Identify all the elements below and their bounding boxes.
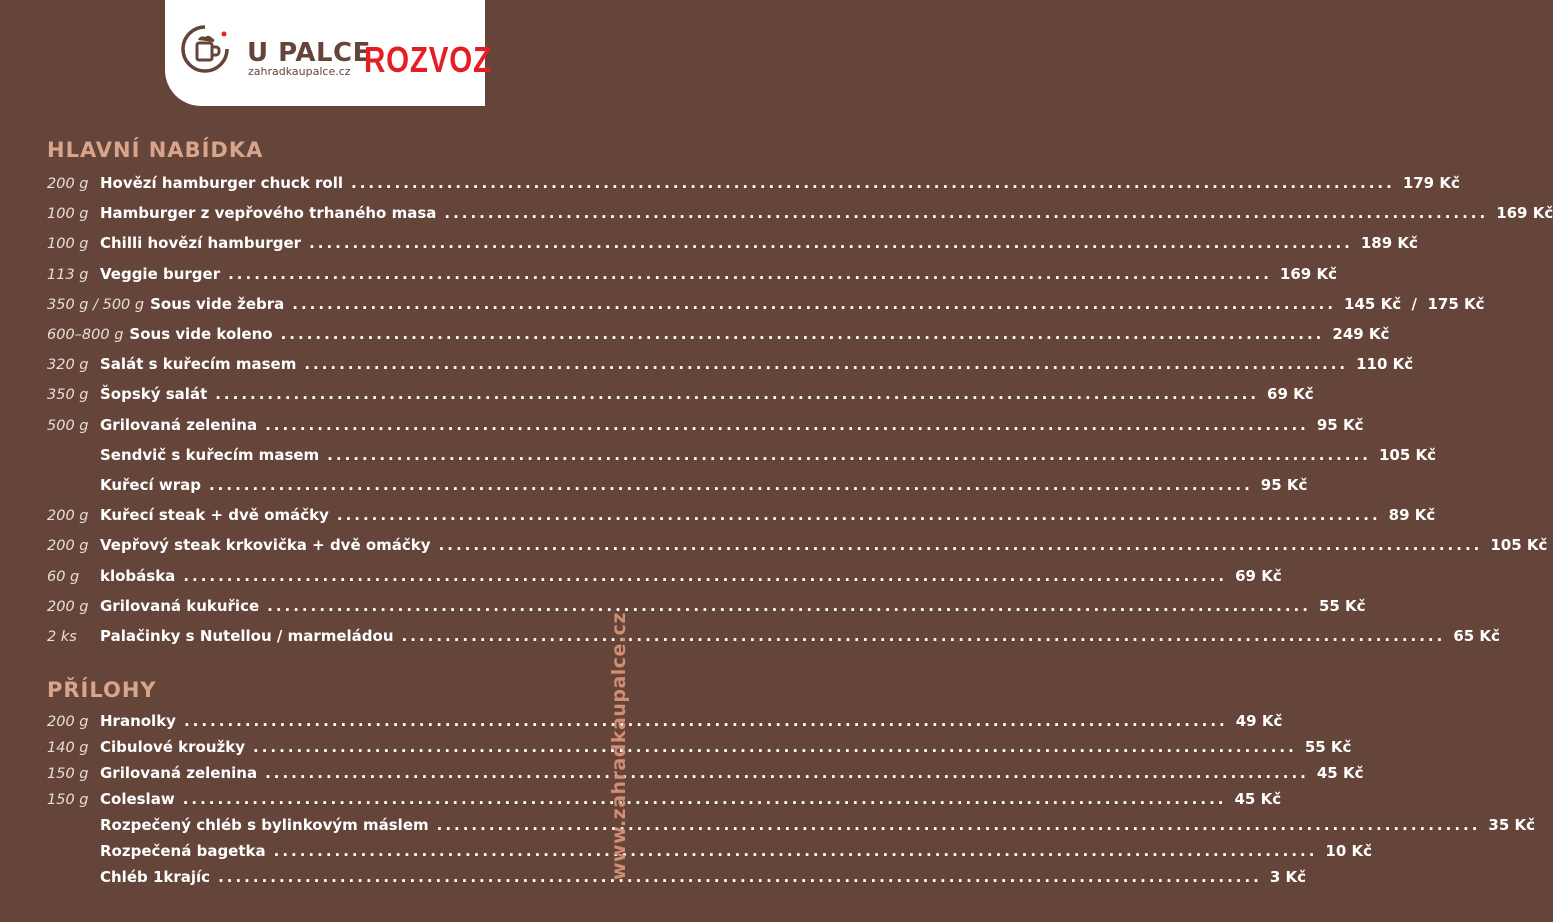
- item-price: 69 Kč: [1235, 566, 1282, 585]
- dot-leader: ........................................................................................................................: [183, 566, 1228, 585]
- item-price: 169 Kč: [1496, 204, 1553, 223]
- item-price: 89 Kč: [1388, 506, 1436, 525]
- item-name: Cibulové kroužky: [100, 738, 246, 756]
- item-name: Salát s kuřecím masem: [100, 355, 297, 374]
- item-price: 249 Kč: [1332, 325, 1390, 343]
- dot-leader: ........................................................................................................................: [228, 264, 1272, 283]
- main-menu-item: [47, 415, 1364, 435]
- dot-leader: ........................................................................................................................: [215, 385, 1260, 404]
- item-name: Veggie burger: [100, 264, 221, 283]
- item-name: Hovězí hamburger chuck roll: [100, 174, 344, 192]
- dot-leader: ........................................................................................................................: [273, 842, 1318, 860]
- main-menu-item: [47, 324, 1390, 344]
- dot-leader: ........................................................................................................................: [292, 294, 1337, 313]
- dot-leader: ........................................................................................................................: [351, 174, 1395, 192]
- main-menu-item: [47, 535, 1548, 555]
- item-name: Hranolky: [100, 712, 176, 730]
- main-menu-item: [47, 384, 1314, 404]
- item-price: 69 Kč: [1267, 385, 1314, 404]
- dot-leader: ........................................................................................................................: [444, 204, 1489, 223]
- item-name: Palačinky s Nutellou / marmeládou: [100, 627, 394, 645]
- dot-leader: ........................................................................................................................: [265, 415, 1309, 434]
- main-menu-item: [47, 294, 1485, 314]
- main-menu-item: [47, 203, 1553, 223]
- item-name: Sendvič s kuřecím masem: [100, 445, 320, 464]
- main-menu-item: [47, 596, 1366, 616]
- main-menu-item: [47, 264, 1337, 284]
- item-price: 55 Kč: [1304, 738, 1352, 756]
- item-name: Vepřový steak krkovička + dvě omáčky: [100, 536, 431, 555]
- dot-leader: ........................................................................................................................: [253, 738, 1297, 756]
- dot-leader: ........................................................................................................................: [401, 627, 1446, 645]
- dot-leader: ........................................................................................................................: [182, 790, 1227, 808]
- dot-leader: ........................................................................................................................: [265, 764, 1309, 782]
- item-weight: 200 g: [47, 508, 89, 525]
- sides-menu-item: [47, 789, 1282, 809]
- item-name: klobáska: [100, 566, 176, 585]
- side-website-url: www.zahradkaupalce.cz: [608, 612, 630, 880]
- item-price: 189 Kč: [1360, 234, 1418, 253]
- item-price: 65 Kč: [1453, 627, 1500, 645]
- item-price: 179 Kč: [1402, 174, 1460, 192]
- brand-url: zahradkaupalce.cz: [248, 65, 351, 78]
- item-weight: 150 g: [47, 766, 89, 782]
- item-weight: 2 ks: [47, 629, 77, 645]
- item-name: Sous vide koleno: [129, 325, 273, 343]
- main-menu-title: HLAVNÍ NABÍDKA: [47, 138, 264, 162]
- item-name: Rozpečený chléb s bylinkovým máslem: [100, 816, 429, 834]
- item-name: Sous vide žebra: [150, 294, 285, 313]
- item-name: Šopský salát: [100, 385, 208, 404]
- item-weight: 350 g / 500 g: [47, 296, 145, 313]
- dot-leader: ........................................................................................................................: [267, 596, 1311, 615]
- item-weight: 113 g: [47, 266, 89, 283]
- item-name: Chilli hovězí hamburger: [100, 234, 302, 253]
- main-menu-item: [47, 626, 1500, 646]
- dot-leader: ........................................................................................................................: [438, 536, 1483, 555]
- item-name: Grilovaná kukuřice: [100, 596, 260, 615]
- main-menu-item: [47, 445, 1437, 465]
- item-price: 95 Kč: [1316, 415, 1364, 434]
- item-price: 145 Kč / 175 Kč: [1344, 294, 1485, 313]
- main-menu-item: [47, 566, 1282, 586]
- item-name: Grilovaná zelenina: [100, 415, 258, 434]
- item-price: 45 Kč: [1316, 764, 1364, 782]
- dot-leader: ........................................................................................................................: [304, 355, 1349, 374]
- item-price: 49 Kč: [1235, 712, 1283, 730]
- item-name: Hamburger z vepřového trhaného masa: [100, 204, 437, 223]
- sides-title: PŘÍLOHY: [47, 678, 157, 702]
- item-weight: 100 g: [47, 236, 89, 253]
- brand-name: U PALCE: [247, 38, 371, 68]
- dot-leader: ........................................................................................................................: [280, 325, 1325, 343]
- main-menu-item: [47, 354, 1414, 374]
- sides-menu-item: [47, 763, 1364, 783]
- main-menu-item: [47, 233, 1418, 253]
- dot-leader: ........................................................................................................................: [218, 868, 1262, 886]
- main-menu-item: [47, 505, 1436, 525]
- item-price: 45 Kč: [1234, 790, 1282, 808]
- item-weight: 200 g: [47, 538, 89, 555]
- item-name: Kuřecí steak + dvě omáčky: [100, 506, 329, 525]
- dot-leader: ........................................................................................................................: [208, 476, 1253, 494]
- beer-mug-logo-icon: [180, 24, 230, 74]
- item-weight: 200 g: [47, 176, 89, 192]
- main-menu-item: [47, 173, 1460, 193]
- item-price: 95 Kč: [1260, 476, 1308, 494]
- dot-leader: ........................................................................................................................: [436, 816, 1481, 834]
- sides-menu-item: [47, 815, 1536, 835]
- item-price: 169 Kč: [1279, 264, 1337, 283]
- item-name: Coleslaw: [100, 790, 175, 808]
- item-price: 55 Kč: [1318, 596, 1366, 615]
- item-weight: 200 g: [47, 714, 89, 730]
- sides-menu-item: [47, 737, 1352, 757]
- sides-menu-item: [47, 841, 1373, 861]
- item-weight: 60 g: [47, 568, 80, 585]
- item-weight: 150 g: [47, 792, 89, 808]
- item-price: 3 Kč: [1269, 868, 1307, 886]
- item-name: Rozpečená bagetka: [100, 842, 266, 860]
- item-weight: 500 g: [47, 417, 89, 434]
- item-name: Chléb 1krajíc: [100, 868, 211, 886]
- item-price: 35 Kč: [1488, 816, 1536, 834]
- item-weight: 140 g: [47, 740, 89, 756]
- sides-menu-item: [47, 711, 1283, 731]
- dot-leader: ........................................................................................................................: [336, 506, 1381, 525]
- item-weight: 320 g: [47, 357, 89, 374]
- dot-leader: ........................................................................................................................: [327, 445, 1371, 464]
- dot-leader: ........................................................................................................................: [309, 234, 1353, 253]
- item-weight: 350 g: [47, 387, 89, 404]
- item-weight: 100 g: [47, 206, 89, 223]
- logo-header: [165, 0, 492, 106]
- delivery-label: ROZVOZ: [364, 39, 492, 80]
- item-name: Grilovaná zelenina: [100, 764, 258, 782]
- main-menu-item: [47, 475, 1308, 495]
- sides-menu-item: [47, 867, 1307, 887]
- item-weight: 600–800 g: [47, 327, 124, 343]
- item-price: 105 Kč: [1378, 445, 1437, 464]
- dot-leader: ........................................................................................................................: [183, 712, 1228, 730]
- item-price: 105 Kč: [1490, 536, 1548, 555]
- item-price: 110 Kč: [1356, 355, 1414, 374]
- item-weight: 200 g: [47, 598, 89, 615]
- item-name: Kuřecí wrap: [100, 476, 201, 494]
- item-price: 10 Kč: [1325, 842, 1373, 860]
